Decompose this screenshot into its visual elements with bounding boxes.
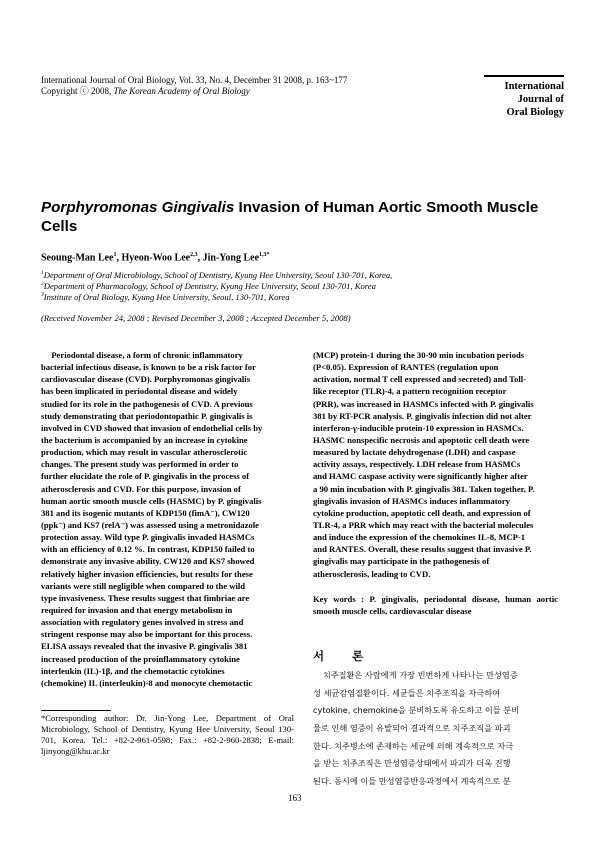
- abstract-line: association with regulatory genes involved in stress and: [41, 617, 244, 628]
- abstract-line: changes. The present study was performed in order to: [41, 459, 239, 470]
- author-name: Hyeon-Woo Lee: [121, 252, 191, 264]
- page-number: 163: [288, 793, 302, 803]
- abstract-line: bacterial infectious disease, is known to be a risk factor for: [41, 362, 256, 373]
- author-name: Seoung-Man Lee: [41, 252, 114, 264]
- title-species: Porphyromonas Gingivalis: [41, 199, 235, 216]
- abstract-line: protection assay. Wild type P. gingivalis invaded HASMCs: [41, 532, 255, 543]
- copyright-line: [41, 86, 250, 97]
- brand-line: International: [504, 81, 564, 92]
- abstract-line: atherosclerosis and CVD. For this purpose, invasion of: [41, 483, 241, 494]
- journal-citation: International Journal of Oral Biology, Vol. 33, No. 4, December 31 2008, p. 163~177: [41, 75, 348, 85]
- abstract-line: (MCP) protein-1 during the 30-90 min incubation periods: [313, 350, 525, 360]
- abstract-line: demonstrate any invasive ability. CW120 and KS7 showed: [41, 556, 255, 567]
- abstract-line: type invasiveness. These results suggest that fimbriae are: [41, 592, 250, 603]
- abstract-column-right: [313, 349, 558, 580]
- author-separator: ,: [116, 252, 122, 264]
- introduction-line: 성 세균감염질환이다. 세균들은 치주조직을 자극하여: [313, 687, 501, 698]
- abstract-line: and induce the expression of the chemokines IL-8, MCP-1: [313, 532, 526, 543]
- abstract-line: 381 by RT-PCR analysis. P. gingivalis infection did not alter: [313, 410, 532, 421]
- section-heading: 서 론: [313, 649, 376, 663]
- abstract-line: required for invasion and that energy metabolism in: [41, 604, 233, 615]
- copyright-prefix: Copyright ⓒ 2008,: [41, 86, 114, 96]
- affiliation-text: Department of Oral Microbiology, School of Dentistry, Kyung Hee University, Seoul 130-701, Korea,: [43, 269, 393, 280]
- abstract-line: relatively higher invasion efficiencies, but results for these: [41, 568, 253, 579]
- abstract-line: with an efficiency of 0.12 %. In contrast, KDP150 failed to: [41, 544, 255, 555]
- introduction-line: 물로 인해 염증이 유발되어 결과적으로 치주조직을 파괴: [313, 723, 511, 734]
- title-rest: Invasion of Human Aortic Smooth Muscle Cells: [41, 199, 539, 235]
- abstract-line: ELISA assays revealed that the invasive P. gingivalis 381: [41, 641, 248, 652]
- abstract-line: involved in CVD showed that invasion of endothelial cells by: [41, 422, 263, 433]
- author-list: [41, 252, 270, 263]
- corresponding-author-footnote: *Corresponding author: Dr. Jin-Yong Lee, Department of Oral Microbiology, School of Dentistry, Kyung Hee University, Seoul 130-701, Korea. Tel.: +82-2-961-0598; Fax.: +82-2-960-2838; E-mail: ljinyong@khu.ac.kr: [41, 713, 294, 756]
- abstract-line: activity assays, respectively. LDH release from HASMCs: [313, 459, 521, 470]
- author-separator: ,: [197, 252, 203, 264]
- abstract-line: interferon-γ-inducible protein-10 expression in HASMCs.: [313, 422, 524, 433]
- abstract-line: (P<0.05). Expression of RANTES (regulation upon: [313, 362, 499, 373]
- abstract-line: stringent response may also be important for this process.: [41, 629, 253, 640]
- author-affiliation-marker: 1,3*: [259, 252, 270, 258]
- introduction-line: 한다. 치주병소에 존재하는 세균에 의해 계속적으로 자극: [313, 740, 514, 751]
- author-affiliation-marker: 1: [113, 252, 117, 258]
- abstract-line: and RANTES. Overall, these results suggest that invasive P.: [313, 544, 532, 555]
- received-dates: (Received November 24, 2008 ; Revised December 3, 2008 ; Accepted December 5, 2008): [41, 313, 351, 323]
- affiliation-text: Institute of Oral Biology, Kyung Hee University, Seoul, 130-701, Korea: [43, 291, 290, 302]
- abstract-line: measured by lactate dehydrogenase (LDH) and caspase: [313, 447, 516, 458]
- abstract-column-left: [41, 349, 294, 689]
- brand-line: Journal of: [517, 94, 564, 105]
- introduction-line: 치주질환은 사람에게 가장 빈번하게 나타나는 만성염증: [322, 670, 518, 680]
- author-affiliation-marker: 2,3: [190, 252, 198, 258]
- abstract-line: gingivalis may participate in the pathogenesis of: [313, 556, 490, 567]
- abstract-line: a 90 min incubation with P. gingivalis 381. Taken together, P.: [313, 483, 535, 494]
- affiliation-marker: 1: [41, 270, 44, 276]
- abstract-line: studied for its role in the pathogenesis of CVD. A previous: [41, 398, 253, 409]
- abstract-line: Periodontal disease, a form of chronic inflammatory: [51, 350, 243, 360]
- abstract-line: increased production of the proinflammatory cytokine: [41, 653, 240, 664]
- introduction-text: [313, 667, 558, 791]
- copyright-society: The Korean Academy of Oral Biology: [113, 86, 250, 96]
- affiliation-marker: 3: [41, 292, 44, 298]
- introduction-line: cytokine, chemokine을 분비하도록 유도하고 이들 분비: [313, 705, 520, 716]
- abstract-line: cardiovascular disease (CVD). Porphyromonas gingivalis: [41, 374, 251, 385]
- abstract-line: like receptor (TLR)-4, a pattern recognition receptor: [313, 386, 507, 397]
- footnote-rule: [41, 710, 111, 711]
- abstract-line: (ppk⁻) and KS7 (relA⁻) was assessed using a metronidazole: [41, 519, 259, 530]
- abstract-line: production, which may result in vascular atherosclerotic: [41, 447, 248, 458]
- abstract-line: activation, normal T cell expressed and secreted) and Toll-: [313, 374, 527, 385]
- affiliation-text: Department of Pharmacology, School of Dentistry, Kyung Hee University, Seoul 130-701, Korea: [43, 280, 376, 291]
- abstract-line: variants were still negligible when compared to the wild: [41, 580, 246, 591]
- journal-brand: [484, 75, 564, 119]
- author-name: Jin-Yong Lee: [202, 252, 260, 264]
- affiliation-marker: 2: [41, 281, 44, 287]
- brand-line: Oral Biology: [506, 107, 564, 118]
- abstract-line: study demonstrating that periodontopathic P. gingivalis is: [41, 410, 253, 421]
- paper-title: [41, 198, 571, 236]
- abstract-line: atherosclerosis, leading to CVD.: [313, 568, 431, 579]
- abstract-line: TLR-4, a PRR which may react with the bacterial molecules: [313, 519, 534, 530]
- keywords: Key words : P. gingivalis, periodontal disease, human aortic smooth muscle cells, cardiovascular disease: [313, 594, 558, 616]
- abstract-line: further elucidate the role of P. gingivalis in the process of: [41, 471, 250, 482]
- abstract-line: interleukin (IL)-1β, and the chemotactic cytokines: [41, 665, 225, 676]
- abstract-line: gingivalis invasion of HASMCs induces inflammatory: [313, 495, 510, 506]
- affiliation: [41, 290, 290, 303]
- abstract-line: and HAMC caspase activity were significantly higher after: [313, 471, 528, 482]
- abstract-line: human aortic smooth muscle cells (HASMC) by P. gingivalis: [41, 495, 262, 506]
- abstract-line: the bacterium is accompanied by an increase in cytokine: [41, 434, 248, 445]
- abstract-line: (chemokine) IL (interleukin)-8 and monocyte chemotactic: [41, 677, 253, 688]
- abstract-line: has been implicated in periodontal disease and widely: [41, 386, 238, 397]
- abstract-line: 381 and its isogenic mutants of KDP150 (fimA⁻), CW120: [41, 507, 250, 518]
- abstract-line: cytokine production, apoptotic cell death, and expression of: [313, 507, 531, 518]
- introduction-line: 을 받는 치주조직은 만성염증상태에서 파괴가 더욱 진행: [313, 758, 511, 769]
- introduction-line: 된다. 동시에 이들 만성염증반응과정에서 계속적으로 분: [313, 776, 511, 787]
- abstract-line: HASMC nonspecific necrosis and apoptotic cell death were: [313, 434, 530, 445]
- abstract-line: (PRR), was increased in HASMCs infected with P. gingivalis: [313, 398, 534, 409]
